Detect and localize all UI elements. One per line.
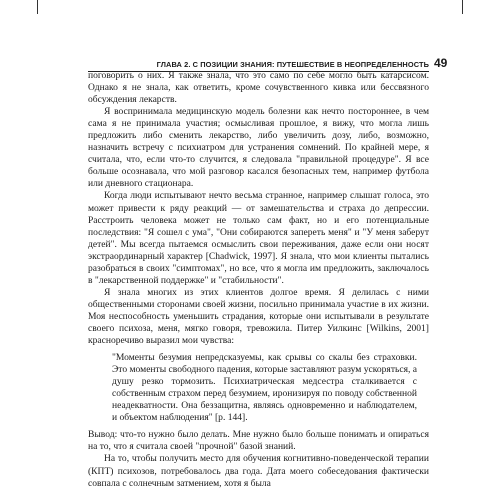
paragraph: Я воспринимала медицинскую модель болезни как нечто постороннее, в чем сама я не принимала участия; осмысливая прошлое, я вижу, что могла лишь предложить либо сменить лекарство, либо увеличить дозу, либо, возможно, назначить встречу с психиатром для устранения сомнений. По крайней мере, я считала, что, если что-то случится, я следовала "правильной процедуре". Я все больше осознавала, что мой разговор касался безопасных тем, например футбола или дневного стационара.: [88, 106, 429, 190]
quote-text: "Моменты безумия непредсказуемы, как срывы со скалы без страховки. Это моменты свободного падения, которые заставляют разум ускоряться, а душу резко тормозить. Психиатрическая медсестра сталкивается с собственным страхом перед безумием, иронизируя по поводу собственной неадекватности. Она беззащитна, являясь одновременно и наблюдателем, и объектом наблюдения" [p. 144].: [112, 352, 417, 424]
paragraph: Когда люди испытывают нечто весьма странное, например слышат голоса, это может привести к ряду реакций — от замешательства и страха до депрессии. Расстроить человека может не только сам факт, но и его потенциальные последствия: "Я сошел с ума", "Они собираются запереть меня" и "У меня заберут детей". Мы всегда пытаемся осмыслить свои переживания, даже если они носят экстраординарный характер [Chadwick, 1997]. Я знала, что мои клиенты пытались разобраться в своих "симптомах", но все, что я могла им предложить, заключалось в "лекарственной поддержке" и "стабильности".: [88, 190, 429, 286]
running-header: ГЛАВА 2. С ПОЗИЦИИ ЗНАНИЯ: ПУТЕШЕСТВИЕ В НЕОПРЕДЕЛЕННОСТЬ: [88, 60, 429, 72]
paragraph: Вывод: что-то нужно было делать. Мне нужно было больше понимать и опираться на то, что я считала своей "прочной" базой знаний.: [88, 429, 429, 453]
page-body: [88, 70, 429, 490]
paragraph: поговорить о них. Я также знала, что это само по себе могло быть катарсисом. Однако я не знала, как ответить, кроме сочувственного кивка или бессвязного обсуждения лекарств.: [88, 70, 429, 106]
crop-mark-left: [37, 0, 38, 14]
paragraph: На то, чтобы получить место для обучения когнитивно-поведенческой терапии (КПТ) психозов, потребовалось два года. Дата моего собеседования фактически совпала с солнечным затмением, хотя я была: [88, 453, 429, 489]
page-number: 49: [434, 56, 448, 70]
paragraph: Я знала многих из этих клиентов долгое время. Я делилась с ними общественными сторонами своей жизни, посильно принимала участие в их жизни. Моя неспособность уменьшить страдания, которые они испытывали в результате своего психоза, меня, мягко говоря, тревожила. Питер Уилкинс [Wilkins, 2001] красноречиво выразил мои чувства:: [88, 286, 429, 347]
block-quote: [112, 352, 417, 424]
crop-mark-right: [462, 0, 463, 14]
